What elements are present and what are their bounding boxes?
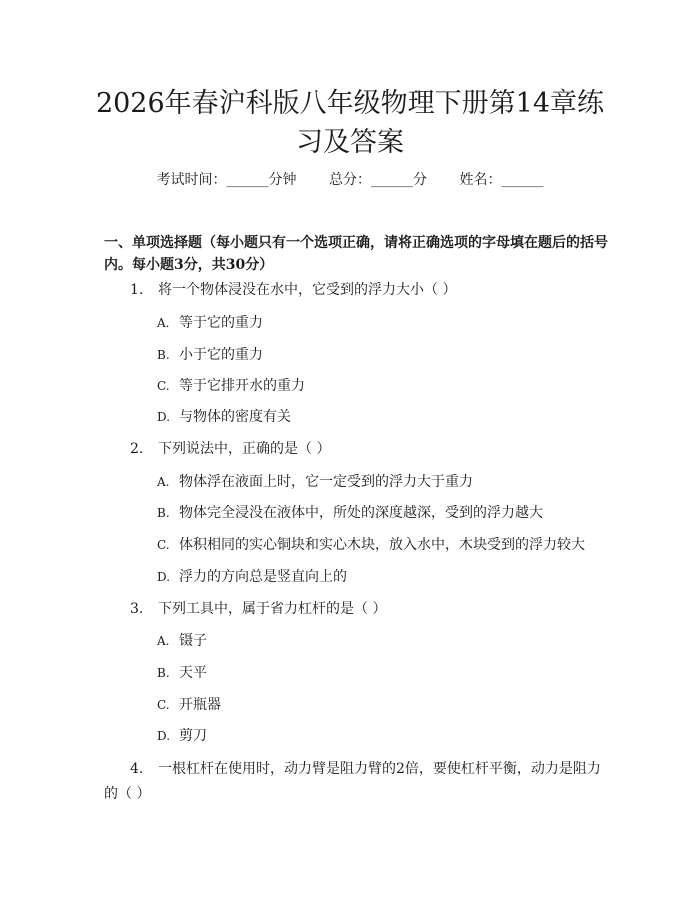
question-number: 4. [130,761,144,777]
option-letter: D. [157,410,171,424]
option-letter: B. [157,506,170,520]
page-title: 2026年春沪科版八年级物理下册第14章练习及答案 [95,88,605,158]
question-number: 2. [130,441,144,457]
question-3 [104,597,609,622]
option-text: 物体完全浸没在液体中，所处的深度越深，受到的浮力越大 [179,505,543,521]
option-text: 与物体的密度有关 [179,409,291,425]
question-3-option-b [157,663,207,683]
option-text: 镊子 [179,633,207,649]
option-letter: C. [157,698,170,712]
option-text: 等于它排开水的重力 [179,378,305,394]
option-text: 剪刀 [179,728,207,744]
question-3-option-a [157,631,207,651]
question-1 [104,278,609,303]
question-4 [104,757,609,807]
question-number: 1. [130,282,144,298]
option-text: 体积相同的实心铜块和实心木块，放入水中，木块受到的浮力较大 [179,537,585,553]
option-letter: A. [157,634,170,648]
option-text: 小于它的重力 [179,347,263,363]
question-2 [104,437,609,462]
student-name-field: 姓名：______ [459,172,544,188]
question-3-option-d [157,726,207,746]
total-score-field: 总分：______分 [329,172,427,188]
question-text: 下列工具中，属于省力杠杆的是（ ） [158,601,387,617]
question-1-option-b [157,345,263,365]
question-2-option-c [157,535,585,555]
option-text: 浮力的方向总是竖直向上的 [179,569,347,585]
option-letter: B. [157,666,170,680]
question-1-option-c [157,376,305,396]
option-letter: C. [157,379,170,393]
option-letter: D. [157,729,171,743]
option-letter: A. [157,475,170,489]
question-number: 3. [130,601,144,617]
question-1-option-d [157,407,291,427]
option-text: 开瓶器 [179,697,221,713]
exam-meta [0,169,700,189]
option-letter: A. [157,316,170,330]
question-2-option-b [157,503,543,523]
option-letter: B. [157,348,170,362]
option-text: 天平 [179,665,207,681]
option-text: 等于它的重力 [179,315,263,331]
question-2-option-a [157,472,473,492]
exam-time-field: 考试时间：______分钟 [156,172,297,188]
question-text: 将一个物体浸没在水中，它受到的浮力大小（ ） [158,282,457,298]
question-text: 下列说法中，正确的是（ ） [158,441,331,457]
option-letter: D. [157,570,171,584]
option-letter: C. [157,538,170,552]
question-3-option-c [157,695,221,715]
question-1-option-a [157,313,263,333]
section-heading: 一、单项选择题（每小题只有一个选项正确，请将正确选项的字母填在题后的括号内。每小题3分，共30分） [104,235,608,273]
question-text: 一根杠杆在使用时，动力臂是阻力臂的2倍，要使杠杆平衡，动力是阻力的（ ） [104,761,601,802]
option-text: 物体浮在液面上时，它一定受到的浮力大于重力 [179,474,473,490]
question-2-option-d [157,567,347,587]
